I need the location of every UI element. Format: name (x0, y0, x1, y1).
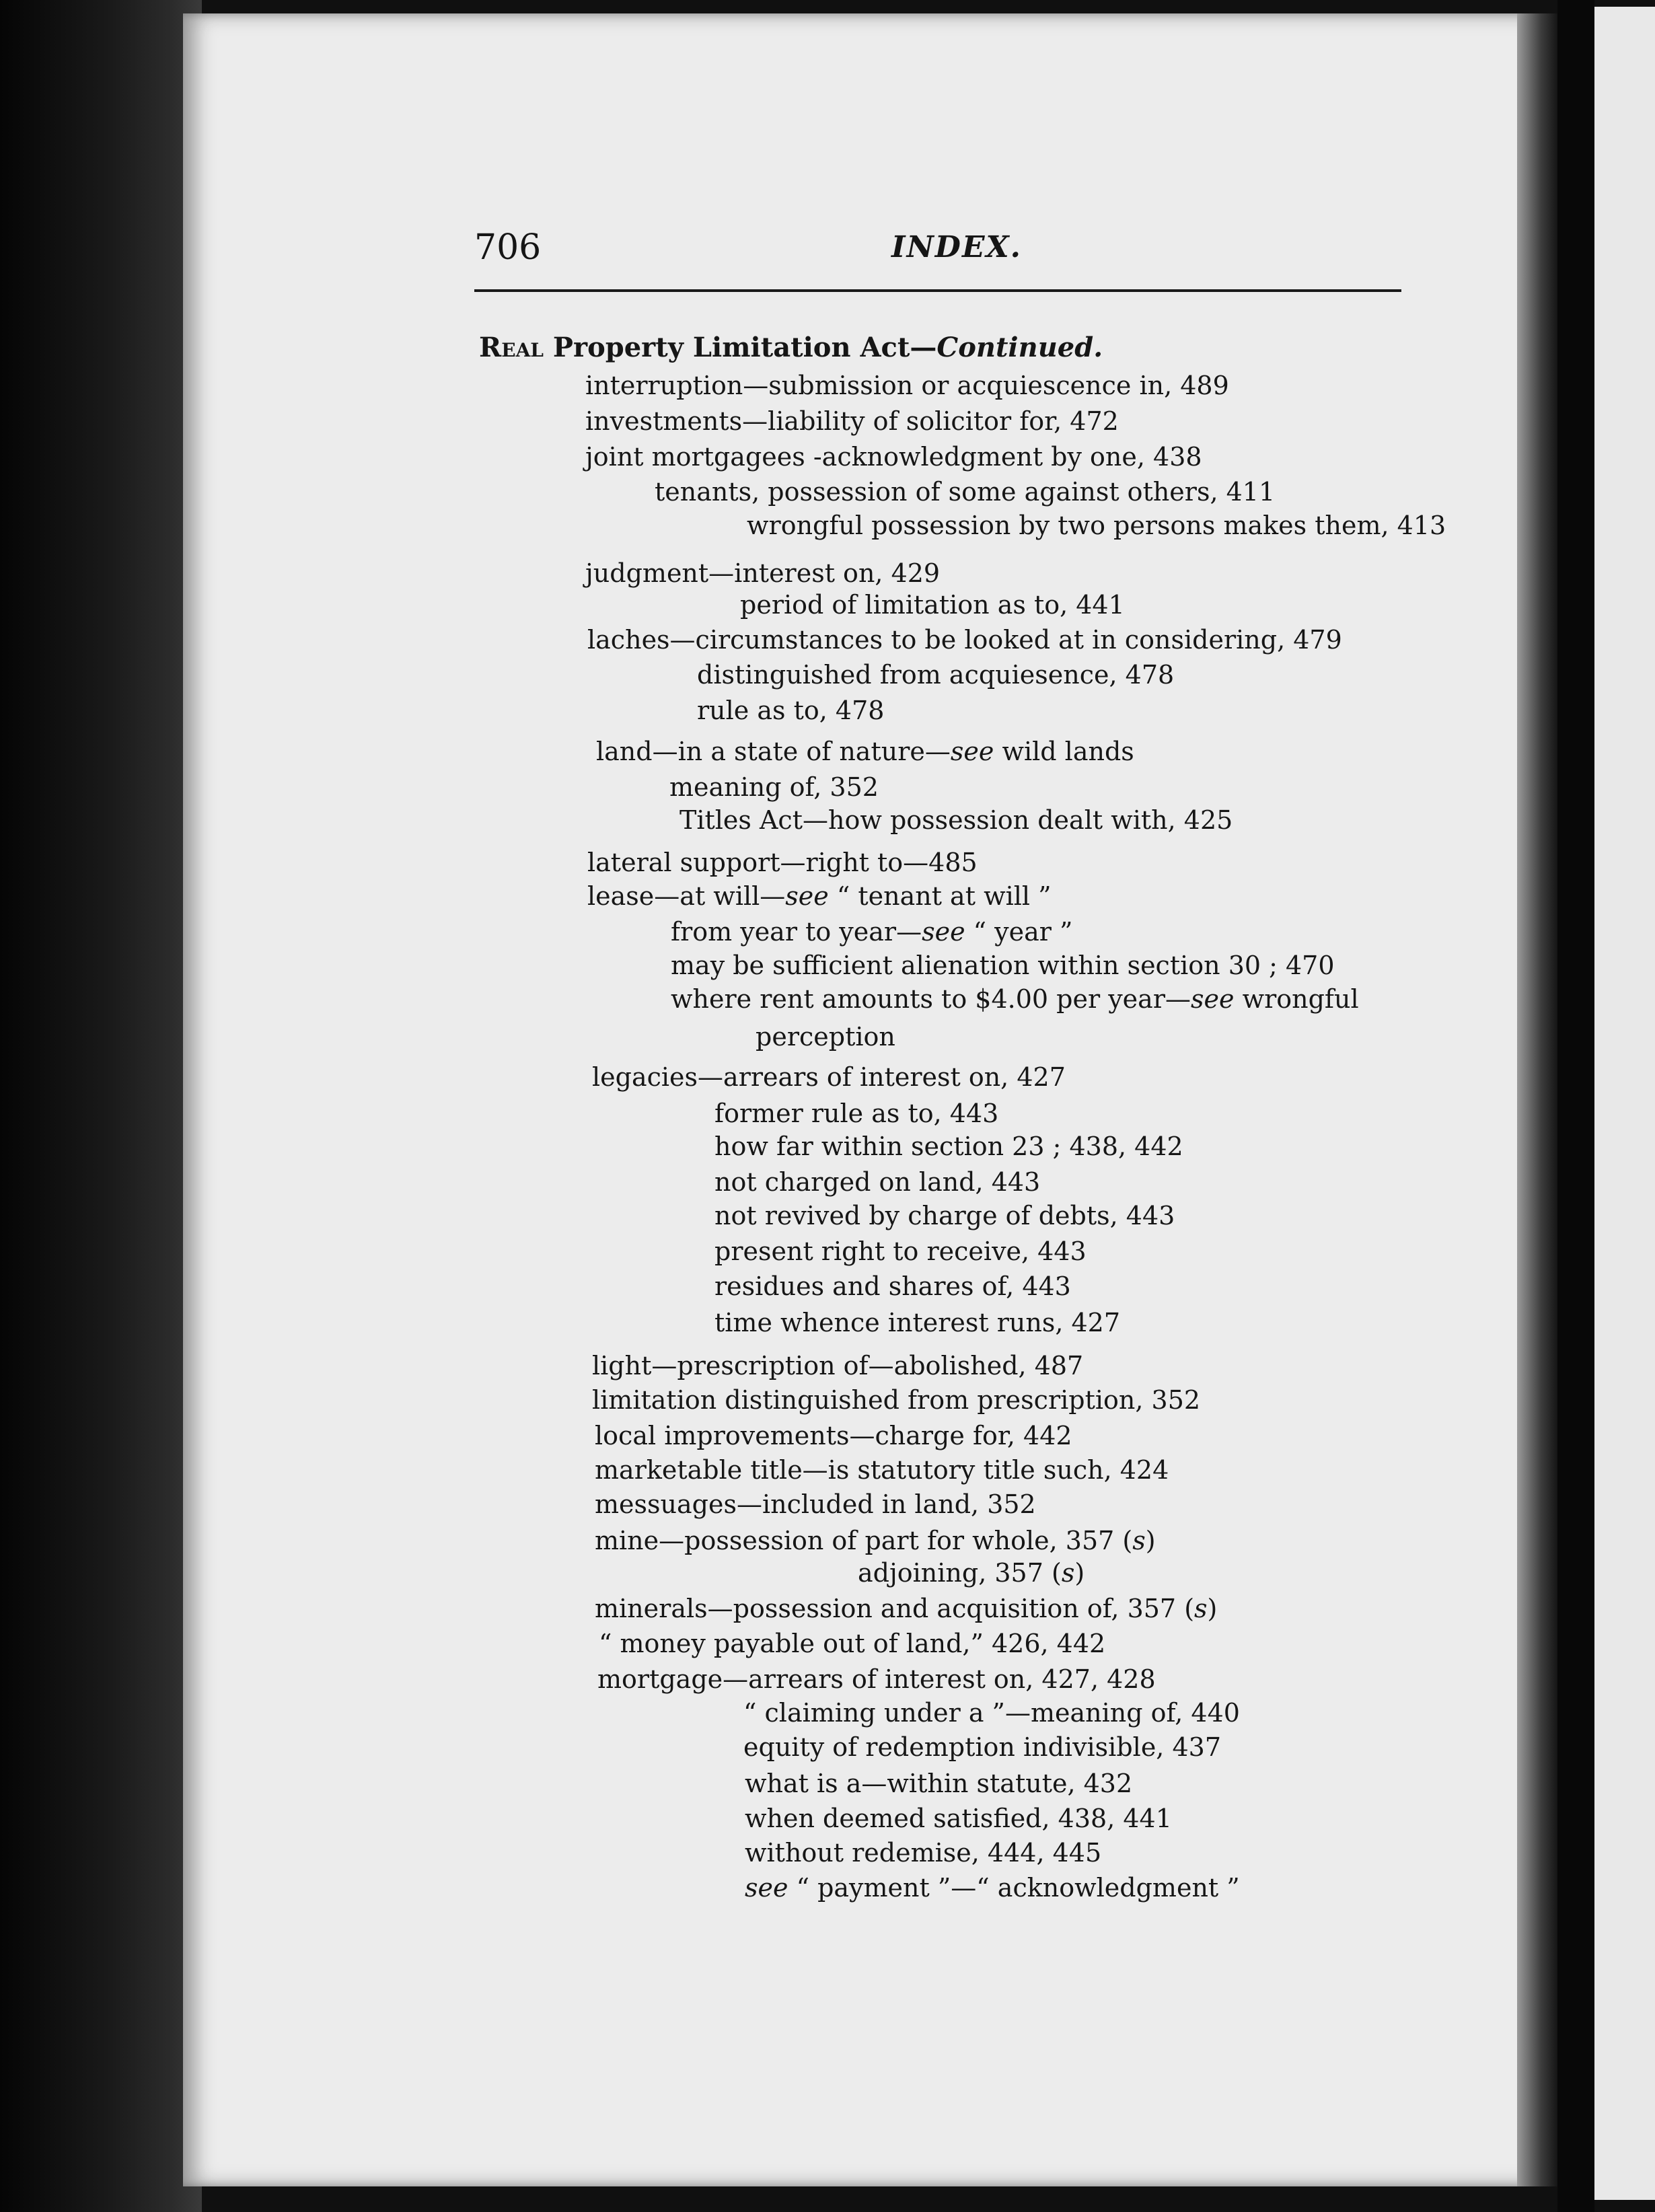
index-line: residues and shares of, 443 (714, 1271, 1071, 1301)
heading-prefix: Real (479, 332, 544, 363)
index-line: see “ payment ”—“ acknowledgment ” (745, 1873, 1240, 1903)
heading-continued: Continued. (936, 332, 1103, 363)
index-line: limitation distinguished from prescription, 352 (592, 1385, 1201, 1415)
index-line: laches—circumstances to be looked at in considering, 479 (587, 625, 1342, 655)
index-line: present right to receive, 443 (714, 1237, 1087, 1266)
index-line: “ claiming under a ”—meaning of, 440 (743, 1698, 1240, 1728)
index-line: “ money payable out of land,” 426, 442 (599, 1629, 1106, 1658)
index-line: meaning of, 352 (669, 772, 879, 802)
index-line: legacies—arrears of interest on, 427 (592, 1062, 1066, 1092)
index-line: not charged on land, 443 (714, 1167, 1041, 1197)
index-line: may be sufficient alienation within section 30 ; 470 (671, 951, 1335, 980)
index-line: from year to year—see “ year ” (671, 917, 1073, 947)
index-line: tenants, possession of some against others, 411 (655, 477, 1276, 507)
index-line: investments—liability of solicitor for, 472 (585, 406, 1119, 436)
index-line: interruption—submission or acquiescence in, 489 (585, 371, 1229, 400)
running-title: INDEX. (891, 230, 1022, 264)
index-line: mine—possession of part for whole, 357 (s) (595, 1526, 1156, 1555)
index-line: messuages—included in land, 352 (595, 1489, 1036, 1519)
index-line: perception (756, 1022, 895, 1052)
index-line: lease—at will—see “ tenant at will ” (587, 881, 1052, 911)
index-line: light—prescription of—abolished, 487 (592, 1351, 1084, 1380)
index-line: mortgage—arrears of interest on, 427, 428 (597, 1664, 1156, 1694)
index-line: equity of redemption indivisible, 437 (743, 1732, 1221, 1762)
index-line: local improvements—charge for, 442 (595, 1421, 1072, 1450)
index-line: where rent amounts to $4.00 per year—see wrongful (671, 984, 1359, 1014)
index-line: distinguished from acquiesence, 478 (697, 660, 1175, 690)
index-line: marketable title—is statutory title such, 424 (595, 1455, 1169, 1485)
index-line: rule as to, 478 (697, 696, 885, 725)
index-line: minerals—possession and acquisition of, 357 (s) (595, 1594, 1218, 1623)
index-line: lateral support—right to—485 (587, 848, 978, 877)
index-line: what is a—within statute, 432 (745, 1769, 1133, 1798)
index-line: when deemed satisfied, 438, 441 (745, 1804, 1172, 1833)
index-line: judgment—interest on, 429 (585, 558, 941, 588)
index-line: wrongful possession by two persons makes them, 413 (747, 511, 1446, 540)
index-line: not revived by charge of debts, 443 (714, 1201, 1175, 1230)
index-line: Titles Act—how possession dealt with, 425 (679, 805, 1233, 835)
heading-text: Property Limitation Act— (544, 332, 937, 363)
index-heading (479, 334, 1103, 361)
index-line: period of limitation as to, 441 (740, 590, 1125, 620)
page-number: 706 (474, 227, 542, 268)
index-line: how far within section 23 ; 438, 442 (714, 1132, 1183, 1161)
index-line: time whence interest runs, 427 (714, 1308, 1121, 1337)
index-line: former rule as to, 443 (714, 1099, 999, 1128)
index-line: land—in a state of nature—see wild lands (596, 737, 1134, 766)
index-line: without redemise, 444, 445 (745, 1838, 1102, 1868)
index-line: joint mortgagees -acknowledgment by one, 438 (585, 442, 1202, 472)
index-line: adjoining, 357 (s) (858, 1558, 1085, 1588)
